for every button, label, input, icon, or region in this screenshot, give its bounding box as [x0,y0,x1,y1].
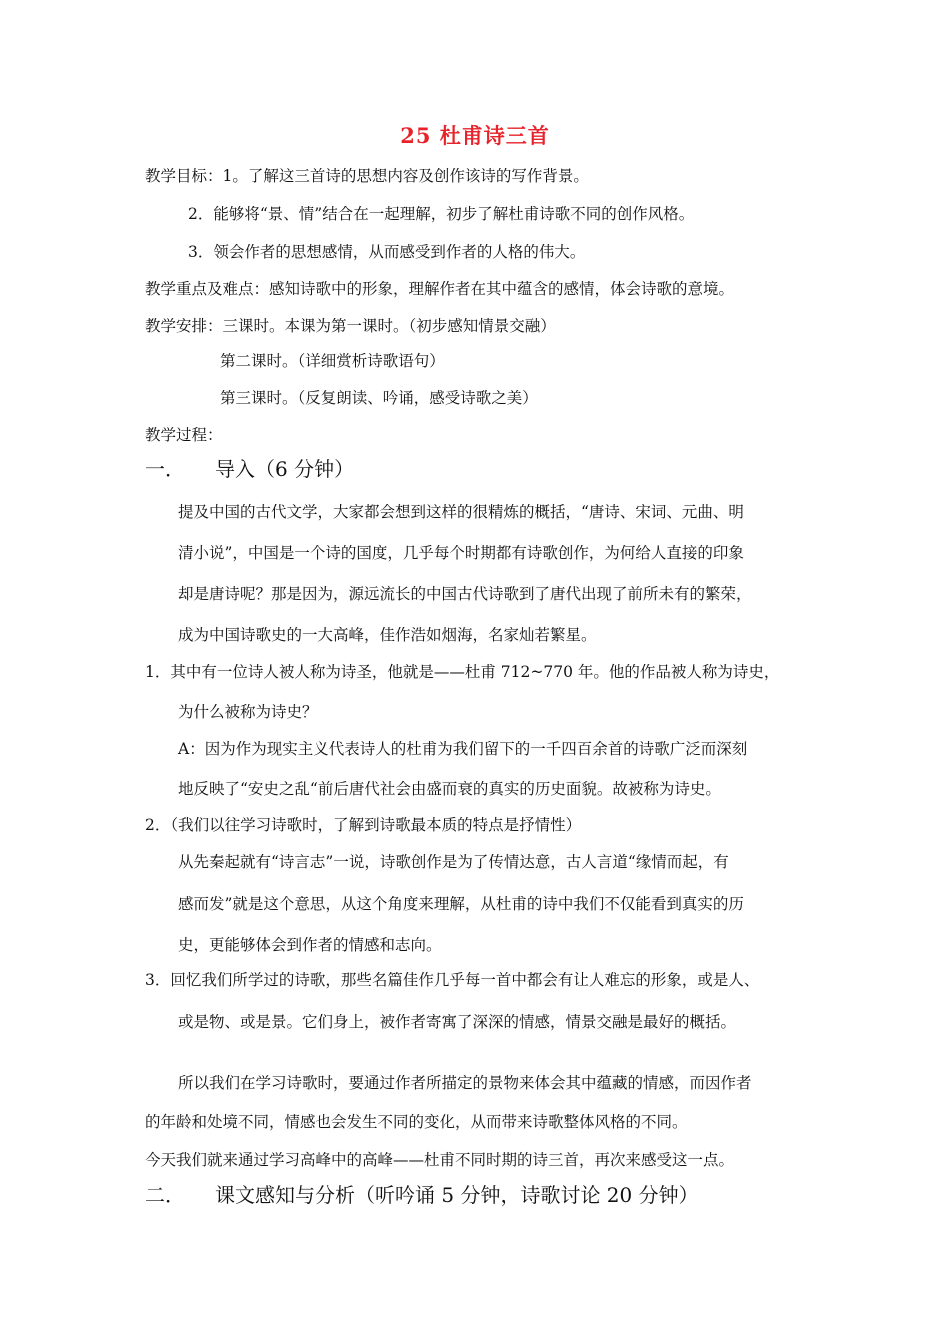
question-1-line: 为什么被称为诗史？ [178,703,318,721]
goal-item-1: 1。了解这三首诗的思想内容及创作该诗的写作背景。 [222,167,589,185]
schedule-line-1: 教学安排：三课时。本课为第一课时。（初步感知情景交融） [145,317,556,335]
question-2-line: 感而发”就是这个意思，从这个角度来理解，从杜甫的诗中我们不仅能看到真实的历 [178,895,744,913]
document-title: 25 杜甫诗三首 [400,123,550,148]
schedule-line-2: 第二课时。（详细赏析诗歌语句） [220,352,445,370]
question-1-line: 1．其中有一位诗人被人称为诗圣，他就是——杜甫 712~770 年。他的作品被人称为诗史， [145,663,780,681]
schedule-line-3: 第三课时。（反复朗读、吟诵，感受诗歌之美） [220,389,538,407]
question-2-line: 史，更能够体会到作者的情感和志向。 [178,936,442,954]
section-2-title: 课文感知与分析（听吟诵 5 分钟，诗歌讨论 20 分钟） [215,1183,699,1207]
question-3-line: 3．回忆我们所学过的诗歌，那些名篇佳作几乎每一首中都会有让人难忘的形象，或是人、 [145,971,760,989]
section-1-number: 一． [145,457,185,481]
key-points: 教学重点及难点：感知诗歌中的形象，理解作者在其中蕴含的感情，体会诗歌的意境。 [145,280,735,298]
section-1-heading [145,456,354,482]
goals-label: 教学目标： [145,167,223,185]
goal-item-2: 2．能够将“景、情”结合在一起理解，初步了解杜甫诗歌不同的创作风格。 [188,205,695,223]
intro-line: 提及中国的古代文学，大家都会想到这样的很精炼的概括，“唐诗、宋词、元曲、明 [178,503,744,521]
answer-1-line: A：因为作为现实主义代表诗人的杜甫为我们留下的一千四百余首的诗歌广泛而深刻 [178,740,748,758]
section-1-title: 导入（6 分钟） [215,457,355,481]
question-2-line: 从先秦起就有“诗言志”一说，诗歌创作是为了传情达意，古人言道“缘情而起，有 [178,853,729,871]
intro-line: 却是唐诗呢？那是因为，源远流长的中国古代诗歌到了唐代出现了前所未有的繁荣， [178,585,752,603]
section-2-heading [145,1182,699,1208]
process-label: 教学过程： [145,426,223,444]
intro-line: 成为中国诗歌史的一大高峰，佳作浩如烟海，名家灿若繁星。 [178,626,597,644]
goal-item-3: 3．领会作者的思想感情，从而感受到作者的人格的伟大。 [188,243,586,261]
summary-line: 的年龄和处境不同，情感也会发生不同的变化，从而带来诗歌整体风格的不同。 [145,1113,688,1131]
question-3-line: 或是物、或是景。它们身上，被作者寄寓了深深的情感，情景交融是最好的概括。 [178,1013,737,1031]
goals-line-1 [145,166,589,186]
answer-1-line: 地反映了“安史之乱“前后唐代社会由盛而衰的真实的历史面貌。故被称为诗史。 [178,780,721,798]
summary-line: 今天我们就来通过学习高峰中的高峰——杜甫不同时期的诗三首，再次来感受这一点。 [145,1151,735,1169]
question-2-line: 2．（我们以往学习诗歌时，了解到诗歌最本质的特点是抒情性） [145,816,582,834]
intro-line: 清小说”，中国是一个诗的国度，几乎每个时期都有诗歌创作，为何给人直接的印象 [178,544,744,562]
summary-line: 所以我们在学习诗歌时，要通过作者所描定的景物来体会其中蕴藏的情感，而因作者 [178,1074,752,1092]
section-2-number: 二． [145,1183,185,1207]
